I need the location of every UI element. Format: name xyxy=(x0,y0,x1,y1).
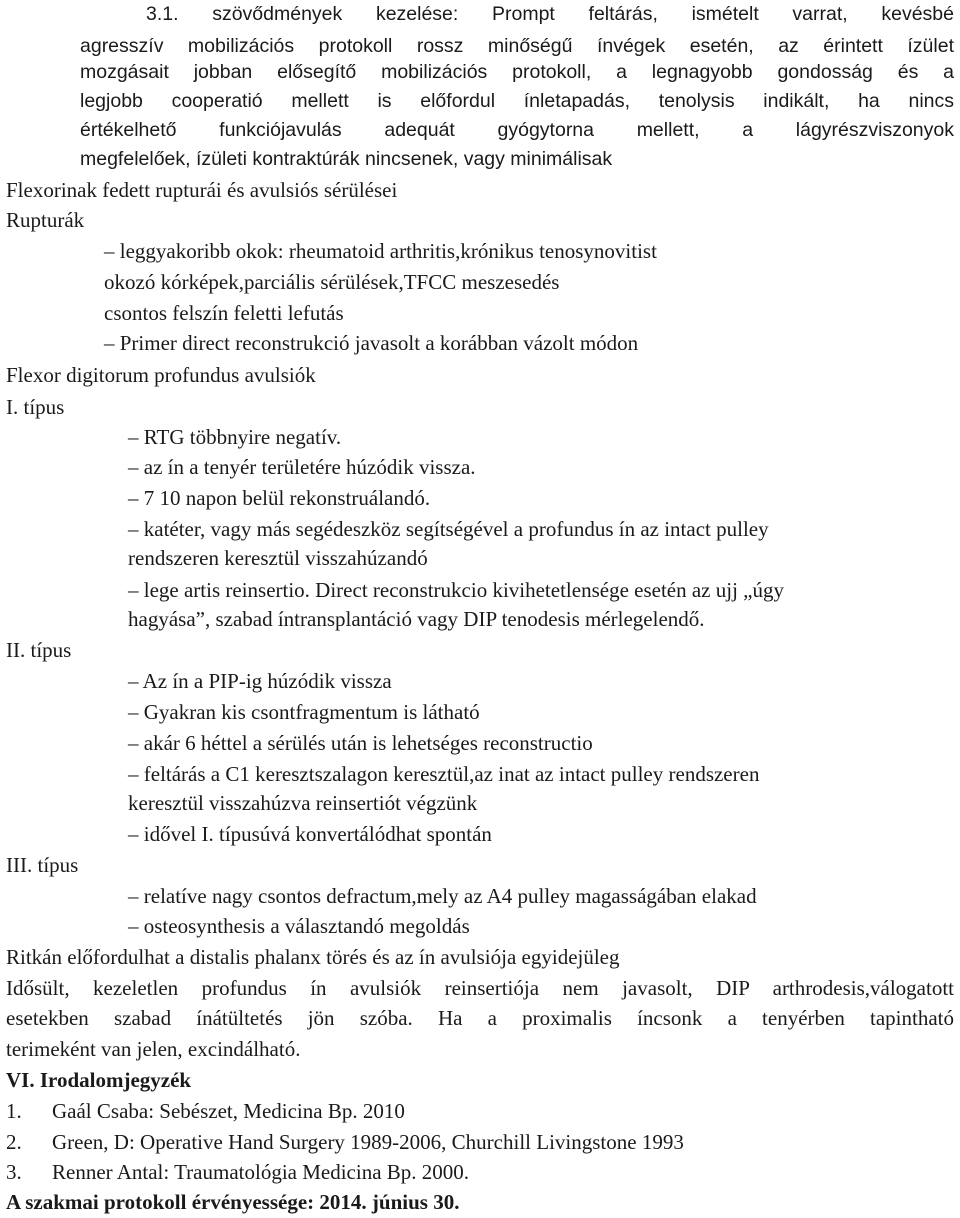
complications-line-6: megfelelőek, ízületi kontraktúrák nincsenek, vagy minimálisak xyxy=(80,148,613,170)
type-2-bullet-2: – Gyakran kis csontfragmentum is látható xyxy=(128,700,480,724)
complications-line-3: mozgásait jobban elősegítő mobilizációs protokoll, a legnagyobb gondosság és a xyxy=(80,61,954,83)
type-1-bullet-4-line-1: – katéter, vagy más segédeszköz segítségével a profundus ín az intact pulley xyxy=(128,517,769,541)
complications-line-1: 3.1. szövődmények kezelése: Prompt feltárás, ismételt varrat, kevésbé xyxy=(146,3,954,25)
protocol-validity: A szakmai protokoll érvényessége: 2014. június 30. xyxy=(6,1190,460,1214)
complications-line-4: legjobb cooperatió mellett is előfordul ínletapadás, tenolysis indikált, ha nincs xyxy=(80,90,954,112)
rupture-bullet-1-line-3: csontos felszín feletti lefutás xyxy=(104,301,344,325)
type-3-bullet-1: – relatíve nagy csontos defractum,mely az A4 pulley magasságában elakad xyxy=(128,884,757,908)
rare-note: Ritkán előfordulhat a distalis phalanx törés és az ín avulsiója egyidejüleg xyxy=(6,945,620,969)
type-3-label: III. típus xyxy=(6,853,79,877)
type-2-bullet-3: – akár 6 héttel a sérülés után is lehetséges reconstructio xyxy=(128,731,593,755)
old-avulsion-line-3: terimeként van jelen, excindálható. xyxy=(6,1037,301,1061)
rupture-bullet-2: – Primer direct reconstrukció javasolt a korábban vázolt módon xyxy=(104,331,639,355)
type-1-bullet-1: – RTG többnyire negatív. xyxy=(128,425,342,449)
complications-line-2: agresszív mobilizációs protokoll rossz minőségű ínvégek esetén, az érintett ízület xyxy=(80,35,954,57)
old-avulsion-line-1: Idősült, kezeletlen profundus ín avulsiók reinsertiója nem javasolt, DIP arthrodesis,válogatott xyxy=(6,976,954,1000)
reference-number: 1. xyxy=(6,1099,22,1123)
reference-item xyxy=(6,1098,405,1124)
type-1-bullet-5-line-2: hagyása”, szabad íntransplantáció vagy DIP tenodesis mérlegelendő. xyxy=(128,607,705,631)
reference-text: Renner Antal: Traumatológia Medicina Bp. 2000. xyxy=(52,1160,470,1184)
references-heading: VI. Irodalomjegyzék xyxy=(6,1068,192,1092)
fdp-avulsion-heading: Flexor digitorum profundus avulsiók xyxy=(6,363,316,387)
type-2-bullet-4-line-1: – feltárás a C1 keresztszalagon keresztül,az inat az intact pulley rendszeren xyxy=(128,762,760,786)
type-2-bullet-5: – idővel I. típusúvá konvertálódhat spontán xyxy=(128,822,492,846)
type-1-bullet-5-line-1: – lege artis reinsertio. Direct reconstrukcio kivihetetlensége esetén az ujj „úgy xyxy=(128,578,784,602)
flexor-rupture-heading: Flexorinak fedett rupturái és avulsiós sérülései xyxy=(6,178,398,202)
reference-text: Green, D: Operative Hand Surgery 1989-2006, Churchill Livingstone 1993 xyxy=(52,1130,684,1154)
type-2-bullet-4-line-2: keresztül visszahúzva reinsertiót végzünk xyxy=(128,791,478,815)
reference-item xyxy=(6,1129,684,1155)
type-1-bullet-4-line-2: rendszeren keresztül visszahúzandó xyxy=(128,546,428,570)
rupture-bullet-1-line-1: – leggyakoribb okok: rheumatoid arthritis,krónikus tenosynovitist xyxy=(104,239,657,263)
reference-item xyxy=(6,1159,469,1185)
type-1-bullet-2: – az ín a tenyér területére húzódik vissza. xyxy=(128,455,476,479)
type-1-bullet-3: – 7 10 napon belül rekonstruálandó. xyxy=(128,486,431,510)
reference-text: Gaál Csaba: Sebészet, Medicina Bp. 2010 xyxy=(52,1099,405,1123)
type-2-label: II. típus xyxy=(6,638,72,662)
rupture-bullet-1-line-2: okozó kórképek,parciális sérülések,TFCC meszesedés xyxy=(104,270,560,294)
ruptures-subheading: Rupturák xyxy=(6,208,85,232)
old-avulsion-line-2: esetekben szabad ínátültetés jön szóba. Ha a proximalis íncsonk a tenyérben tapintható xyxy=(6,1006,954,1030)
complications-line-5: értékelhető funkciójavulás adequát gyógytorna mellett, a lágyrészviszonyok xyxy=(80,119,954,141)
reference-number: 2. xyxy=(6,1130,22,1154)
type-3-bullet-2: – osteosynthesis a választandó megoldás xyxy=(128,914,470,938)
type-2-bullet-1: – Az ín a PIP-ig húzódik vissza xyxy=(128,669,392,693)
type-1-label: I. típus xyxy=(6,395,65,419)
reference-number: 3. xyxy=(6,1160,22,1184)
